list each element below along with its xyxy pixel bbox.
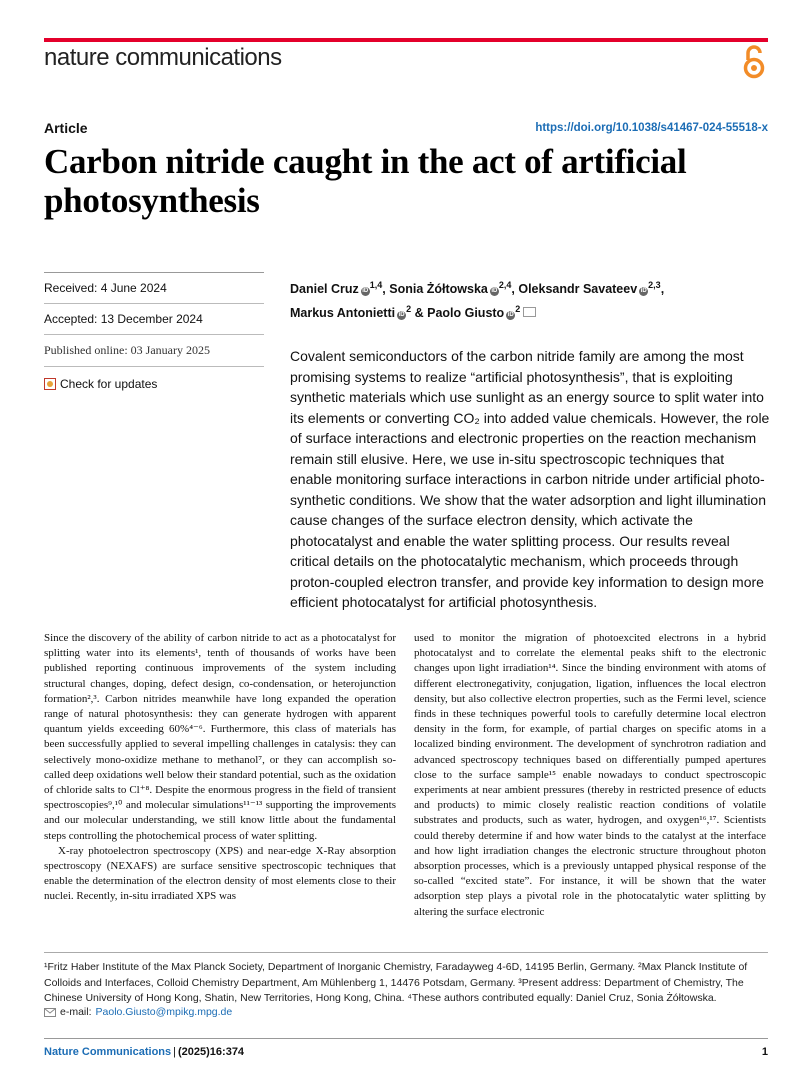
contact-email [44, 1006, 232, 1018]
orcid-icon[interactable]: iD [362, 288, 369, 295]
accepted-date: Accepted: 13 December 2024 [44, 304, 264, 335]
author-name: Paolo Giusto [427, 306, 505, 321]
footnote-rule [44, 952, 768, 953]
body-column-1 [44, 631, 396, 905]
author-name: Daniel Cruz [290, 282, 359, 297]
author-name: Oleksandr Savateev [518, 282, 638, 297]
page-number: 1 [761, 1046, 768, 1058]
doi-link[interactable]: https://doi.org/10.1038/s41467-024-55518-x [535, 122, 768, 134]
email-label: e-mail: [60, 1006, 92, 1018]
email-link[interactable]: Paolo.Giusto@mpikg.mpg.de [95, 1006, 233, 1018]
email-icon[interactable] [523, 307, 536, 317]
author-affiliation: 1,4 [369, 280, 383, 290]
orcid-icon[interactable]: iD [398, 312, 405, 319]
journal-name: nature communications [44, 44, 282, 71]
article-type: Article [44, 120, 88, 136]
open-access-icon [742, 44, 766, 80]
body-column-2 [414, 631, 766, 920]
article-dates [44, 272, 264, 391]
published-date: Published online: 03 January 2025 [44, 335, 264, 367]
check-updates-button[interactable] [44, 367, 264, 391]
footer-citation: Nature Communications | (2025)16:374 [44, 1046, 245, 1058]
body-paragraph: Since the discovery of the ability of carbon nitride to act as a photocatalyst for splitting water into its elements¹, tenth of thousands of works have been published reporting continuous improvements of the system including structural changes, doping, defect design, co-condensation, or heterojunction formation²,³. Carbon nitrides meanwhile have long expanded the operation range of natural photosynthesis: they can generate hydrogen with apparent quantum yields exceeding 60%⁴⁻⁶. Furthermore, this class of materials has been successfully applied to several impelling challenges in catalysis: they can selectively mono-oxidize methane to methanol⁷, or they can accomplish so-called deep oxidations well below their standard potential, such as the oxidation of chloride salts to Cl⁺⁸. Despite the enormous progress in the field of transient spectroscopies⁹,¹⁰ and molecular simulations¹¹⁻¹³ supporting the improvements and our molecular understanding, we still know little about the fundamental steps controlling the photochemical process of water splitting. [44, 632, 396, 842]
received-date: Received: 4 June 2024 [44, 273, 264, 304]
check-updates-icon [44, 378, 56, 390]
abstract: Covalent semiconductors of the carbon nitride family are among the most promising systems to realize “artificial photosynthesis”, that is exploiting synthetic materials which use sunlight as an energy source to split water into its elements or converting CO₂ into added value chemicals. However, the role of surface interactions and electronic properties on the reaction mechanism remain still elusive. Here, we use in-situ spectroscopic techniques that enable monitoring surface interactions in carbon nitride under artificial photo-synthetic conditions. We show that the water adsorption and light illumination cause changes of the surface electron density, which activate the photocatalyst and enable the water splitting process. Our results reveal critical details on the photocatalytic mechanism, which proceeds through proton-coupled electron transfer, and provide key information to design more efficient photocatalyst for artificial photosynthesis. [290, 348, 770, 610]
author-list: Daniel Cruz iD$^{1,4}$, Sonia Żółtowska iD$^{2,4}$, Oleksandr Savateev iD$^{2,3}$, Markus Antonietti $iD^2$ & Paolo Giusto $iD^2$ [290, 280, 665, 321]
footer-citation-text: (2025)16:374 [178, 1046, 245, 1058]
author-affiliation: 2 [406, 304, 412, 315]
orcid-icon[interactable]: iD [491, 288, 498, 295]
orcid-icon[interactable]: iD [507, 312, 514, 319]
footer-rule [44, 1038, 768, 1039]
author-affiliation: 2,3 [648, 280, 661, 290]
envelope-icon [44, 1008, 56, 1017]
orcid-icon[interactable]: iD [640, 288, 647, 295]
article-title: Carbon nitride caught in the act of artificial photosynthesis [44, 142, 687, 220]
footer-journal-link[interactable]: Nature Communications [44, 1046, 172, 1058]
body-paragraph: X-ray photoelectron spectroscopy (XPS) and near-edge X-Ray absorption spectroscopy (NEXAFS) are surface sensitive spectroscopic techniques that enable the determination of the electron density of most elements close to their nuclei. Recently, in-situ irradiated XPS was [44, 844, 396, 903]
author-affiliation: 2 [515, 304, 521, 315]
author-affiliation: 2,4 [498, 280, 512, 290]
author-name: Markus Antonietti [290, 306, 396, 321]
header-rule [44, 38, 768, 42]
author-name: Sonia Żółtowska [389, 282, 488, 297]
body-paragraph: used to monitor the migration of photoexcited electrons in a hybrid photocatalyst and to correlate the elemental peaks shift to the electronic changes upon light irradiation¹⁴. Since the binding environment with atoms of different electronegativity, conjugation, ligation, influences the local electron density, but also collective electron properties, such as the Fermi level, science finds in these techniques powerful tools to carefully determine local electron density in the form, for example, of partial charges on specific atoms in a localized binding environment. The development of synchrotron radiation and advanced spectroscopy techniques based on differentially pumped apertures close to the surface sample¹⁵ enable nowadays to conduct spectroscopic experiments at near ambient pressures (thereby in restricted presence of educts and products) to mimic closely realistic reaction conditions of volatile substrates and products, such as water, hydrogen, and oxygen¹⁶,¹⁷. Scientists could thereby determine if and how water binds to the catalyst at the interface and how light irradiation changes the electronic structure throughout photon absorption processes, which is a previously untapped physical response of the so-called “excited state”. For instance, it will be shown that the water adsorption step plays a pivotal role in the photocatalytic water splitting by altering the surface electronic [414, 632, 766, 918]
affiliations-footnote: ¹Fritz Haber Institute of the Max Planck Society, Department of Inorganic Chemistry, Faradayweg 4-6D, 14195 Berlin, Germany. ²Max Planck Institute of Colloids and Interfaces, Colloid Chemistry Department, Am Mühlenberg 1, 14476 Potsdam, Germany. ³Present address: Department of Chemistry, The Chinese University of Hong Kong, Shatin, New Territories, Hong Kong, China. ⁴These authors contributed equally: Daniel Cruz, Sonia Żółtowska. [44, 961, 748, 1004]
check-updates-label: Check for updates [60, 377, 158, 391]
